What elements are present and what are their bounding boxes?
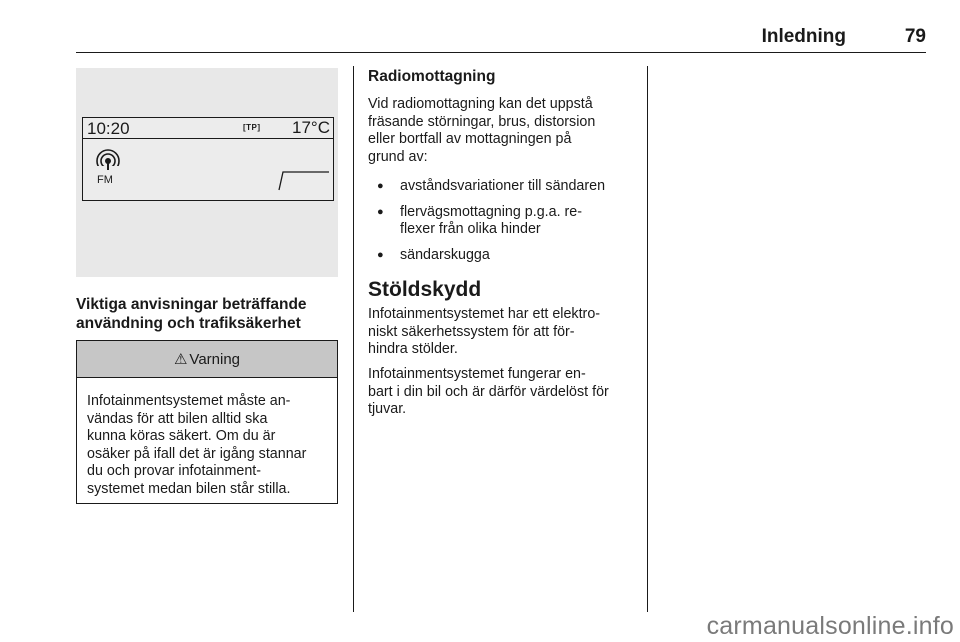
- display-separator: [83, 138, 333, 139]
- list-item: ● avståndsvariationer till sändaren: [368, 178, 638, 196]
- interference-causes-list: [368, 178, 638, 272]
- page-number: 79: [904, 26, 926, 47]
- radio-intro-paragraph: Vid radiomottagning kan det uppstå fräsande störningar, brus, distorsion eller bortfall av mottagningen på grund av:: [368, 96, 596, 165]
- infotainment-display: [82, 117, 334, 201]
- warning-triangle-icon: ⚠: [173, 351, 188, 368]
- signal-curve-graphic: [275, 168, 331, 192]
- list-item: ● sändarskugga: [368, 247, 638, 265]
- theft-paragraph-2: Infotainmentsystemet fungerar en- bart i din bil och är därför värdelöst för tjuvar.: [368, 366, 609, 417]
- column-divider-right: [647, 66, 648, 612]
- tp-indicator: [TP]: [243, 123, 261, 132]
- display-temperature: 17°C: [292, 118, 330, 137]
- radio-heading: Radiomottagning: [368, 68, 496, 85]
- radio-broadcast-icon: [95, 148, 121, 174]
- warning-text: Infotainmentsystemet måste an- vändas för att bilen alltid ska kunna köras säkert. Om du är osäker på ifall det är igång stannar du och provar infotainment- systemet medan bilen står stilla.: [87, 393, 307, 497]
- theft-heading: Stöldskydd: [368, 278, 482, 301]
- page-header: [76, 0, 926, 53]
- display-time: 10:20: [87, 119, 130, 138]
- warning-box: [76, 340, 338, 504]
- display-band: FM: [97, 174, 113, 186]
- theft-paragraph-1: Infotainmentsystemet har ett elektro- niskt säkerhetssystem för att för- hindra stölder.: [368, 306, 601, 357]
- section-title: Inledning: [761, 26, 846, 47]
- display-illustration: [76, 68, 338, 277]
- column-divider-left: [353, 66, 354, 612]
- warning-title: Varning: [189, 351, 241, 368]
- warning-header: [77, 341, 337, 378]
- watermark-link[interactable]: carmanualsonline.info: [706, 612, 954, 640]
- safety-heading: Viktiga anvisningar beträffande användning och trafiksäkerhet: [76, 296, 307, 332]
- list-item: ● flervägsmottagning p.g.a. re- flexer från olika hinder: [368, 204, 638, 239]
